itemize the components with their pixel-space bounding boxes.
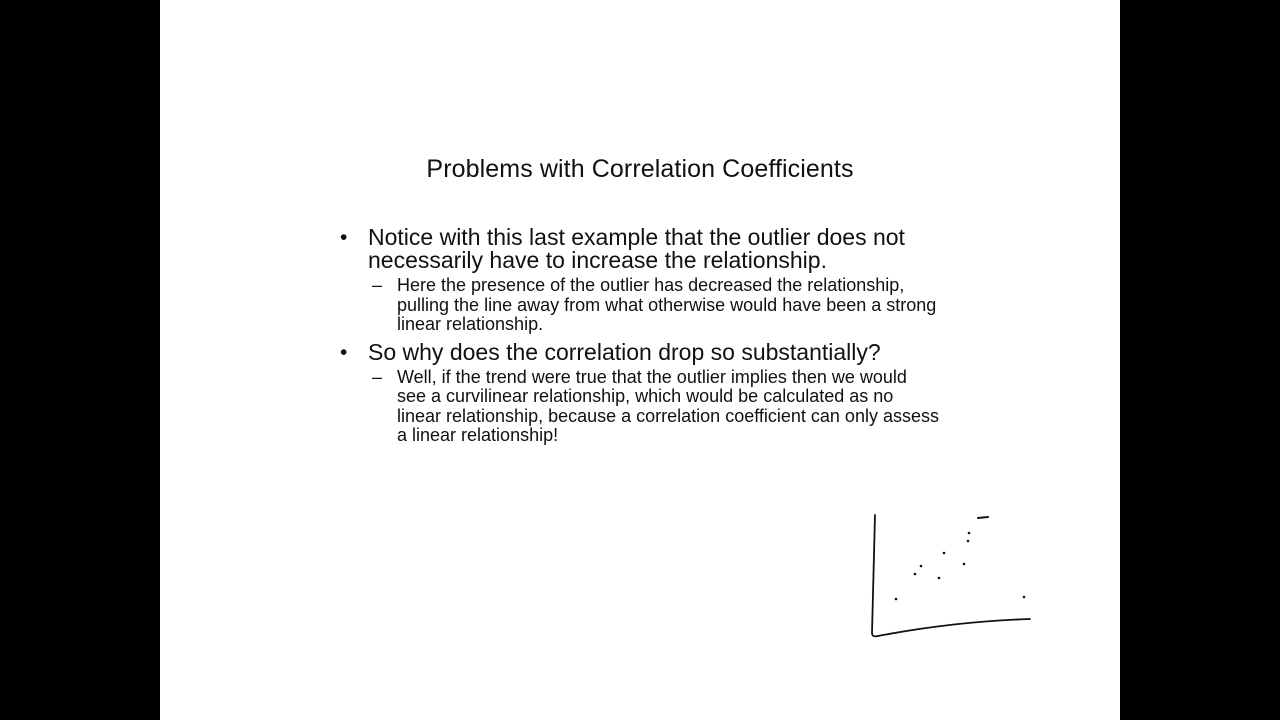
bullet-2 [340,338,940,365]
sketch-point [943,552,946,555]
sketch-outlier-mark [978,517,988,518]
sketch-point [967,540,970,543]
dash-mark: – [372,275,383,295]
sub-bullet-text: Here the presence of the outlier has decreased the relationship, pulling the line away from what otherwise would have been a strong linear relationship. [397,275,937,334]
slide-body [340,226,940,452]
sketch-point [1023,596,1026,599]
sub-bullet-text: Well, if the trend were true that the outlier implies then we would see a curvilinear relationship, which would be calculated as no linear relationship, because a correlation coefficient can only assess a linear relationship! [397,366,939,445]
sketch-point [968,532,971,535]
sketch-point [963,563,966,566]
dash-mark: – [372,366,383,387]
bullet-text: Notice with this last example that the outlier does not necessarily have to increase the relationship. [368,224,905,273]
bullet-text: So why does the correlation drop so substantially? [368,338,881,365]
sketch-point [895,598,898,601]
bullet-mark: • [340,340,348,364]
slide-title: Problems with Correlation Coefficients [426,155,854,183]
sketch-point [920,565,923,568]
hand-drawn-scatter-sketch [860,505,1040,645]
sub-bullet-2-1 [368,368,940,446]
sketch-point [938,577,941,580]
sketch-axes [872,515,1030,636]
sketch-point [914,573,917,576]
bullet-mark: • [340,226,348,249]
bullet-1 [340,226,940,272]
sub-bullet-1-1 [368,276,940,335]
slide [160,0,1120,720]
